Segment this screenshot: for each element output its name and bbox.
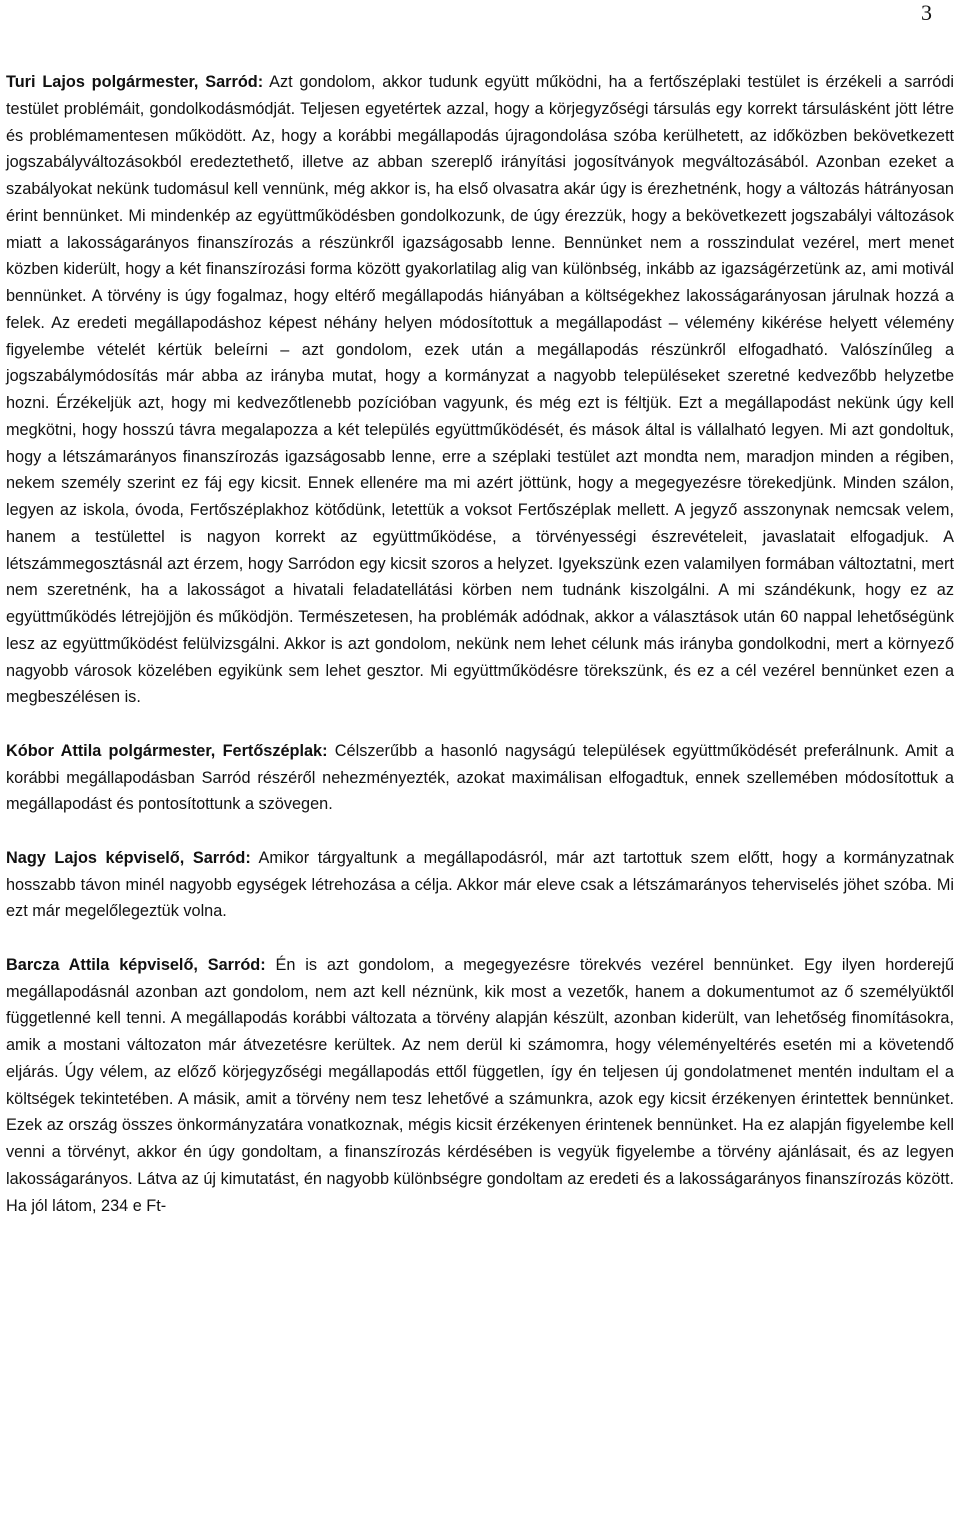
page-number: 3: [921, 0, 932, 25]
speaker-name: Kóbor Attila polgármester, Fertőszéplak:: [6, 741, 328, 760]
paragraph-nagy-lajos: [6, 845, 954, 925]
paragraph-turi-lajos: [6, 69, 954, 711]
speech-text: Azt gondolom, akkor tudunk együtt működni, ha a fertőszéplaki testület is érzékeli a sarródi testület problémáit, gondolkodásmódját. Teljesen egyetértek azzal, hogy a körjegyzőségi társulás egy korrekt társulásként jött létre és problémamentesen működött. Az, hogy a korábbi megállapodás újragondolása szóba kerülhetett, az időközben bekövetkezett jogszabályváltozásokból eredeztethető, illetve az abban szereplő irányítási jogosítványok megváltozásából. Azonban ezeket a szabályokat nekünk tudomásul kell vennünk, még akkor is, ha első olvasatra akár úgy is érezhetnénk, hogy a változás hátrányosan érint bennünket. Mi mindenkép az együttműködésben gondolkozunk, de úgy érezzük, hogy a bekövetkezett jogszabályi változások miatt a lakosságarányos finanszírozás a részünkről igazságosabb lenne. Bennünket nem a rosszindulat vezérel, mert menet közben kiderült, hogy a két finanszírozási forma között gyakorlatilag alig van különbség, inkább az igazságérzetünk az, ami motivál bennünket. A törvény is úgy fogalmaz, hogy eltérő megállapodás hiányában a költségekhez lakosságarányosan járulnak hozzá a felek. Az eredeti megállapodáshoz képest néhány helyen módosítottuk a megállapodást – vélemény kikérése helyett vélemény figyelembe vételét kértük beleírni – azt gondolom, ezek után a megállapodás részünkről elfogadható. Valószínűleg a jogszabálymódosítás már abba az irányba mutat, hogy a kormányzat a nagyobb településeket szeretné kedvezőbb helyzetbe hozni. Érzékeljük azt, hogy mi kedvezőtlenebb pozícióban vagyunk, és még ezt is féltjük. Ezt a megállapodást nekünk úgy kell megkötni, hogy hosszú távra megalapozza a két település együttműködését, és mások által is vállalható legyen. Mi azt gondoltuk, hogy a létszámarányos finanszírozás igazságosabb lenne, erre a széplaki testület azt mondta nem, maradjon minden a régiben, nekem személy szerint ez fáj egy kicsit. Ennek ellenére ma mi azért jöttünk, hogy a megegyezésre törekedjünk. Minden szálon, legyen az iskola, óvoda, Fertőszéplakhoz kötődünk, letettük a voksot Fertőszéplak mellett. A jegyző asszonynak nemcsak velem, hanem a testülettel is nagyon korrekt az együttműködése, a törvényességi észrevételeit, javaslatait elfogadjuk. A létszámmegosztásnál azt érzem, hogy Sarródon egy kicsit szoros a helyzet. Igyekszünk ezen valamilyen formában változtatni, mert nem szeretnénk, ha a lakosságot a hivatali feladatellátási körben nem tudnánk kiszolgálni. A mi szándékunk, hogy ez az együttműködés létrejöjjön és működjön. Természetesen, ha problémák adódnak, akkor a választások után 60 nappal lehetőségünk lesz az együttműködést felülvizsgálni. Akkor is azt gondolom, nekünk nem lehet célunk más irányba gondolkodni, mert a környező nagyobb városok közelében egyikünk sem lehet gesztor. Mi együttműködésre törekszünk, és ez a cél vezérel bennünket ezen a megbeszélésen is.: [6, 73, 954, 707]
document-body: [6, 69, 954, 1246]
speech-text: Én is azt gondolom, a megegyezésre törekvés vezérel bennünket. Egy ilyen horderejű megállapodásnál azonban azt gondolom, nem azt kell néznünk, kik most a vezetők, hanem a dokumentumot az ő személyüktől függetlenné kell tenni. A megállapodás korábbi változata a törvény alapján készült, azonban kiderült, van lehetőség finomításokra, amik a mostani változaton már átvezetésre kerültek. Az nem derül ki számomra, hogy véleményeltérés esetén mi a követendő eljárás. Úgy vélem, az előző körjegyzőségi megállapodás ettől független, így én teljesen új gondolatmenet mentén indultam el a költségek tekintetében. A másik, amit a törvény nem tesz lehetővé a számunkra, azok egy kicsit érzékenyen érintettek bennünket. Ezek az ország összes önkormányzatára vonatkoznak, mégis kicsit érzékenyen érintenek bennünket. Ha ez alapján figyelembe kell venni a törvényt, akkor én úgy gondoltam, a finanszírozás kérdésében is vegyük figyelembe a törvény ajánlásait, és az legyen lakosságarányos. Látva az új kimutatást, én nagyobb különbségre gondoltam az eredeti és a lakosságarányos finanszírozás között. Ha jól látom, 234 e Ft-: [6, 955, 955, 1215]
speaker-name: Nagy Lajos képviselő, Sarród:: [6, 848, 251, 867]
speaker-name: Barcza Attila képviselő, Sarród:: [6, 955, 266, 974]
paragraph-barcza-attila: [6, 952, 954, 1220]
speaker-name: Turi Lajos polgármester, Sarród:: [6, 73, 264, 91]
speech-text: Célszerűbb a hasonló nagyságú települések együttműködését preferálnunk. Amit a korábbi megállapodásban Sarród részéről nehezményezték, azokat maximálisan elfogadtuk, ennek szellemében módosítottuk a megállapodást és pontosítottunk a szövegen.: [6, 741, 955, 814]
speech-text: Amikor tárgyaltunk a megállapodásról, már azt tartottuk szem előtt, hogy a kormányzatnak hosszabb távon minél nagyobb egységek létrehozása a célja. Akkor már eleve csak a létszámarányos teherviselés jöhet szóba. Mi ezt már megelőlegeztük volna.: [6, 848, 954, 921]
paragraph-kobor-attila: [6, 738, 954, 818]
